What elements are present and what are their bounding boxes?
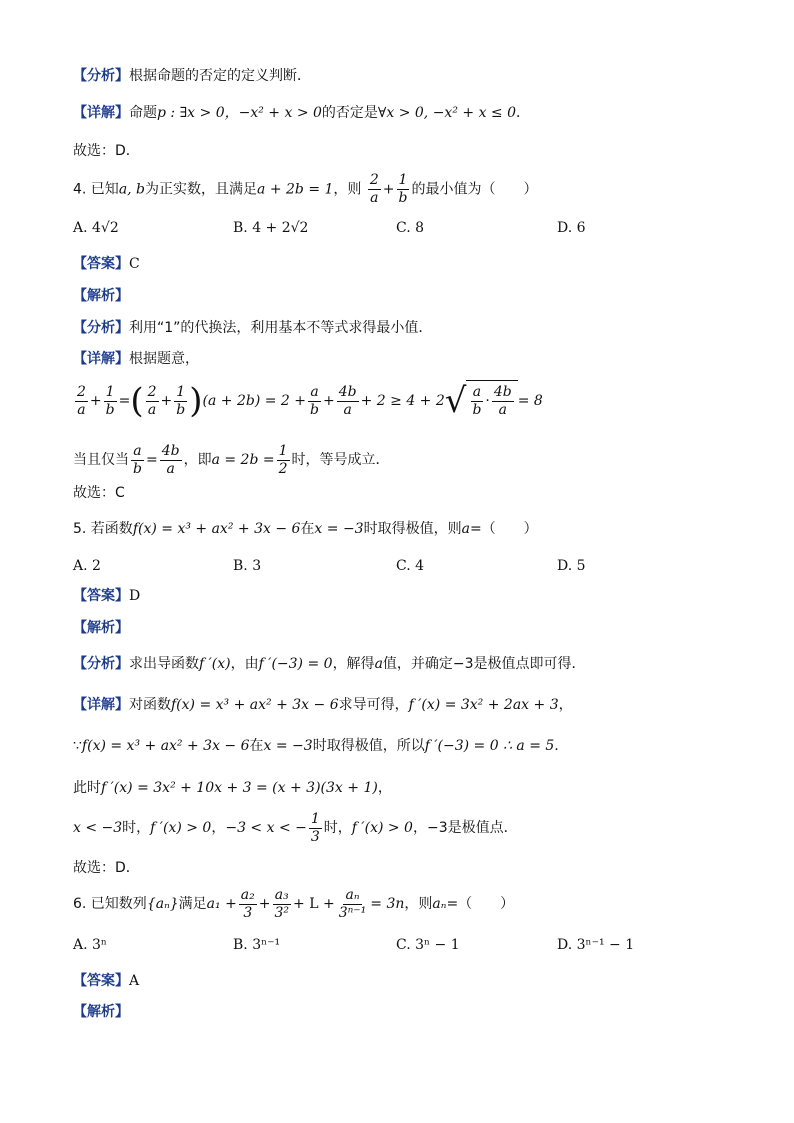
q4-solution-label: 【解析】 — [73, 288, 129, 304]
q5-line3: ∵f(x) = x³ + ax² + 3x − 6在x = −3时取得极值，所以f ′(−3) = 0 ∴ a = 5. — [73, 738, 559, 754]
q4-answer: 【答案】C — [73, 256, 140, 272]
q6-option-b: B. 3ⁿ⁻¹ — [233, 937, 281, 953]
q4-selection: 故选：C — [73, 485, 125, 501]
fraction: $\frac{1}{b}$ — [398, 172, 408, 206]
selection-q3: 故选：D． — [73, 143, 140, 159]
answer-label: 【答案】 — [73, 256, 129, 272]
q4-option-b: B. 4 + 2√2 — [233, 220, 309, 236]
q5-line5: x < −3时，f ′(x) > 0，−3 < x < − $\frac{1}{3}$ 时，f ′(x) > 0，−3是极值点． — [73, 810, 518, 845]
q4-option-a: A. 4√2 — [73, 220, 119, 236]
q5-solution-label: 【解析】 — [73, 620, 129, 636]
analysis-label: 【分析】 — [73, 68, 129, 84]
fraction: $\frac{2}{a}$ — [369, 172, 379, 206]
detail-line-q3: 【详解】命题p : ∃x > 0，−x² + x > 0的否定是∀x > 0, −x² + x ≤ 0． — [73, 105, 531, 121]
analysis-line-q3: 【分析】根据命题的否定的定义判断． — [73, 68, 311, 84]
q5-detail: 【详解】对函数f(x) = x³ + ax² + 3x − 6求导可得，f ′(x) = 3x² + 2ax + 3， — [73, 697, 573, 713]
question-6: 6. 已知数列{aₙ}满足a₁ + $\frac{\text{a₂}}{3}$ + $\frac{\text{a₃}}{\text{3²}}$ + L + $\frac{\text{aₙ}}{\text{3ⁿ⁻¹}}$ = 3n，则aₙ=（ ） — [73, 886, 515, 921]
q4-equation: $\frac{2}{a}$ + $\frac{1}{b}$ =( $\frac{2}{a}$ + $\frac{1}{b}$ )(a + 2b) = 2 + $\frac{a}{b}$ + $\frac{4b}{a}$ + 2 ≥ 4 + 2√ $\frac{a}{b}$ · $\frac{4b}{a}$ = 8 — [77, 381, 543, 421]
q6-option-c: C. 3ⁿ − 1 — [396, 937, 460, 953]
detail-label: 【详解】 — [73, 105, 129, 121]
question-4: 4. 已知a, b为正实数，且满足a + 2b = 1，则 $\frac{2}{a}$ + $\frac{1}{b}$ 的最小值为（ ） — [73, 172, 538, 206]
q5-option-c: C. 4 — [396, 558, 425, 574]
q5-line4: 此时f ′(x) = 3x² + 10x + 3 = (x + 3)(3x + 1)， — [73, 780, 392, 796]
q5-selection: 故选：D． — [73, 860, 140, 876]
q6-option-d: D. 3ⁿ⁻¹ − 1 — [557, 937, 635, 953]
q4-equality-condition: 当且仅当 $\frac{a}{b}$ = $\frac{4b}{a}$ ，即a = 2b = $\frac{1}{2}$ 时，等号成立． — [73, 442, 390, 477]
q5-analysis: 【分析】求出导函数f ′(x)，由f ′(−3) = 0，解得a值，并确定−3是极值点即可得． — [73, 656, 586, 672]
q5-option-b: B. 3 — [233, 558, 262, 574]
question-5: 5. 若函数f(x) = x³ + ax² + 3x − 6在x = −3时取得极值，则a=（ ） — [73, 521, 538, 537]
q4-option-d: D. 6 — [557, 220, 586, 236]
q4-analysis: 【分析】利用“1”的代换法，利用基本不等式求得最小值． — [73, 320, 433, 336]
q5-option-d: D. 5 — [557, 558, 586, 574]
q4-detail: 【详解】根据题意， — [73, 351, 199, 367]
q5-option-a: A. 2 — [73, 558, 101, 574]
q5-answer: 【答案】D — [73, 588, 141, 604]
q6-answer: 【答案】A — [73, 973, 140, 989]
q6-option-a: A. 3ⁿ — [73, 937, 107, 953]
q6-solution-label: 【解析】 — [73, 1004, 129, 1020]
q4-option-c: C. 8 — [396, 220, 425, 236]
